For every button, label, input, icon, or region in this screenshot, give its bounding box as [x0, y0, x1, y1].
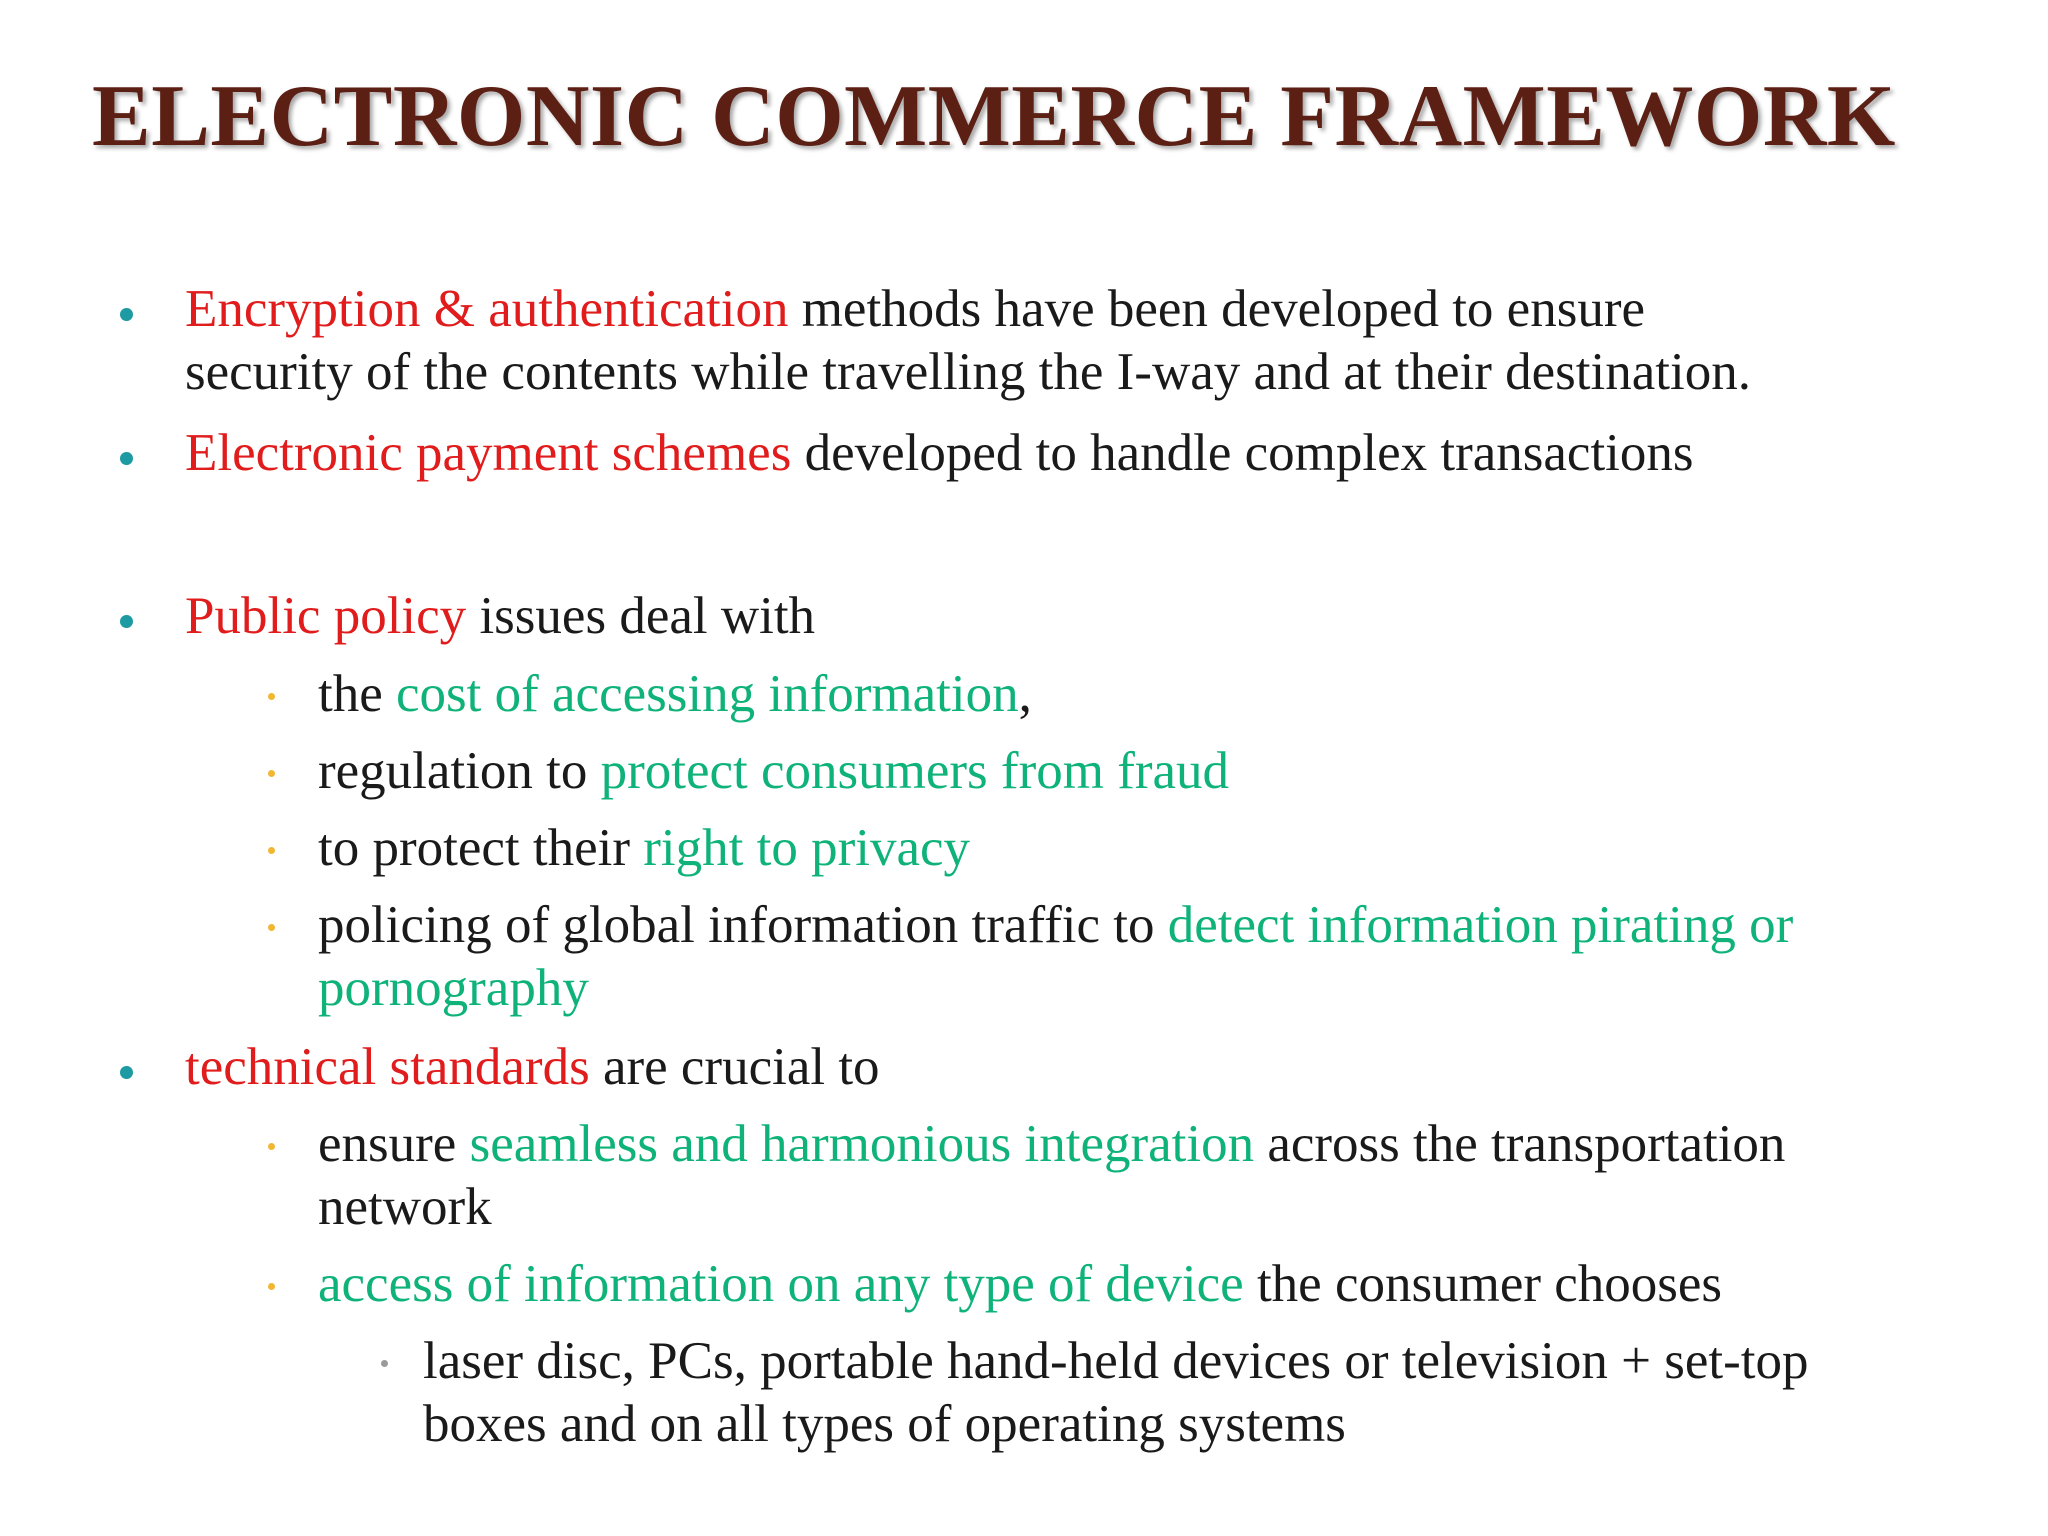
sub-item-policing: policing of global information traffic to detect information pirating or pornography	[318, 894, 1793, 1020]
sub-bullet-dot	[268, 847, 275, 854]
sub-item-cost: the cost of accessing information,	[318, 663, 1032, 726]
bullet-dot	[120, 615, 133, 628]
bullet-line-2: security of the contents while travelling the I-way and at their destination.	[185, 343, 1751, 401]
bullet-item-payment: Electronic payment schemes developed to handle complex transactions	[185, 422, 1694, 485]
bullet-item-technical-standards: technical standards are crucial to	[185, 1036, 880, 1099]
sub-item-fraud: regulation to protect consumers from fraud	[318, 740, 1229, 803]
sub-sub-item-devices: laser disc, PCs, portable hand-held devices or television + set-top boxes and on all types of operating systems	[423, 1330, 1808, 1456]
highlight-green: seamless and harmonious integration	[469, 1115, 1255, 1173]
slide-title: ELECTRONIC COMMERCE FRAMEWORK	[92, 68, 1896, 165]
sub-item-device-access: access of information on any type of device the consumer chooses	[318, 1253, 1722, 1316]
highlight-green: protect consumers from fraud	[600, 742, 1230, 800]
sub-item-line-2: pornography	[318, 959, 589, 1017]
highlight-red: Electronic payment schemes	[185, 424, 792, 482]
sub-bullet-dot	[268, 1283, 275, 1290]
bullet-item-encryption: Encryption & authentication methods have been developed to ensure security of the contents while travelling the I-way and at their destination.	[185, 278, 1751, 404]
bullet-item-public-policy: Public policy issues deal with	[185, 585, 815, 648]
highlight-red: Public policy	[185, 587, 467, 645]
highlight-green: detect information pirating or	[1167, 896, 1794, 954]
sub-item-line-2: network	[318, 1178, 492, 1236]
highlight-green: cost of accessing information	[396, 665, 1019, 723]
bullet-dot	[120, 1066, 133, 1079]
sub-bullet-dot	[268, 924, 275, 931]
sub-item-privacy: to protect their right to privacy	[318, 817, 970, 880]
highlight-red: technical standards	[185, 1038, 590, 1096]
sub-sub-bullet-dot	[381, 1360, 388, 1367]
highlight-green: right to privacy	[643, 819, 970, 877]
sub-bullet-dot	[268, 770, 275, 777]
bullet-dot	[120, 452, 133, 465]
sub-bullet-dot	[268, 1143, 275, 1150]
highlight-red: Encryption & authentication	[185, 280, 789, 338]
sub-sub-item-line-2: boxes and on all types of operating systems	[423, 1395, 1346, 1453]
sub-bullet-dot	[268, 693, 275, 700]
bullet-dot	[120, 308, 133, 321]
sub-item-integration: ensure seamless and harmonious integration across the transportation network	[318, 1113, 1785, 1239]
highlight-green: access of information on any type of device	[318, 1255, 1244, 1313]
